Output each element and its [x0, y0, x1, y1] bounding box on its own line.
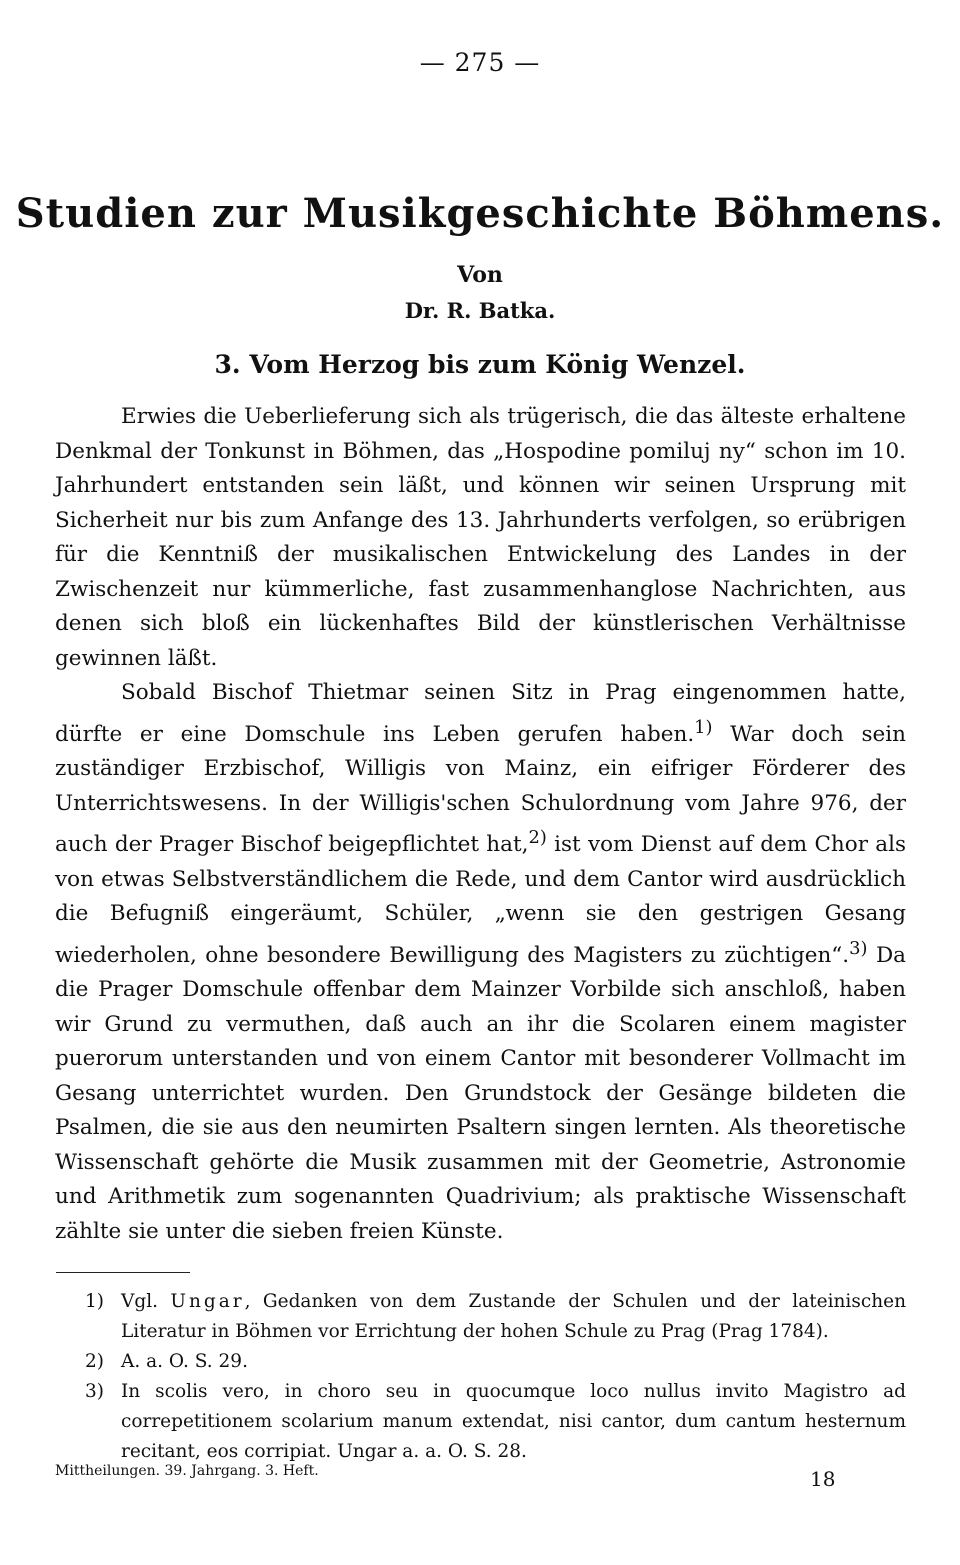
footnote-1	[85, 1287, 906, 1347]
footnote-text: In scolis vero, in choro seu in quocumque loco nullus invito Magistro ad correpetitionem scolarium manum extendat, nisi cantor, dum cantum hesternum recitant, eos corripiat. Ungar a. a. O. S. 28.	[121, 1381, 906, 1462]
page-number: — 275 —	[419, 48, 541, 77]
footnote-text: , Gedanken von dem Zustande der Schulen und der lateinischen Literatur in Böhmen vor Errichtung der hohen Schule zu Prag (Prag 1784).	[121, 1291, 906, 1342]
section-heading: 3. Vom Herzog bis zum König Wenzel.	[214, 350, 746, 379]
footnote-number: 3)	[85, 1381, 104, 1402]
footnote-divider	[56, 1272, 190, 1273]
byline: Von	[457, 262, 503, 288]
paragraph-1	[55, 400, 906, 676]
footnote-prefix: Vgl.	[121, 1291, 171, 1312]
signature-line: Mittheilungen. 39. Jahrgang. 3. Heft.	[55, 1463, 319, 1479]
article-body	[55, 400, 906, 1249]
footnote-number: 1)	[85, 1291, 104, 1312]
paragraph-text: Da die Prager Domschule offenbar dem Mainzer Vorbilde sich anschloß, haben wir Grund zu vermuthen, daß auch an ihr die Scolaren einem magister puerorum unterstanden und von einem Cantor mit besonderer Vollmacht im Gesang unterrichtet wurden. Den Grundstock der Gesänge bildeten die Psalmen, die sie aus den neumirten Psaltern singen lernten. Als theoretische Wissenschaft gehörte die Musik zusammen mit der Geometrie, Astronomie und Arithmetik zum sogenannten Quadrivium; als praktische Wissenschaft zählte sie unter die sieben freien Künste.	[55, 942, 906, 1244]
footnote-3	[85, 1377, 906, 1467]
footnote-text: A. a. O. S. 29.	[121, 1351, 248, 1372]
footnote-2	[85, 1347, 906, 1377]
footnote-ref-2: 2)	[528, 827, 547, 849]
paragraph-text: Erwies die Ueberlieferung sich als trügerisch, die das älteste erhaltene Denkmal der Tonkunst in Böhmen, das „Hospodine pomiluj ny“ schon im 10. Jahrhundert entstanden sein läßt, und können wir seinen Ursprung mit Sicherheit nur bis zum Anfange des 13. Jahrhunderts verfolgen, so erübrigen für die Kenntniß der musikalischen Entwickelung des Landes in der Zwischenzeit nur kümmerliche, fast zusammenhanglose Nachrichten, aus denen sich bloß ein lückenhaftes Bild der künstlerischen Verhältnisse gewinnen läßt.	[55, 404, 906, 671]
footnote-author: Ungar	[170, 1291, 245, 1312]
sheet-number: 18	[810, 1467, 836, 1491]
author-name: Dr. R. Batka.	[404, 298, 556, 323]
paragraph-text: ist vom Dienst auf dem Chor als von etwas Selbstverständlichem die Rede, und dem Cantor wird ausdrücklich die Befugniß eingeräumt, Schüler, „wenn sie den gestrigen Gesang wiederholen, ohne besondere Bewilligung des Magisters zu züchtigen“.	[55, 832, 906, 968]
paragraph-text: War doch sein zuständiger Erzbischof, Willigis von Mainz, ein eifriger Förderer des Unterrichtswesens. In der Willigis'schen Schulordnung vom Jahre 976, der auch der Prager Bischof beigepflichtet hat,	[55, 721, 906, 858]
footnote-ref-1: 1)	[694, 716, 713, 738]
paragraph-2	[55, 676, 906, 1249]
footnotes	[85, 1287, 906, 1467]
paragraph-text: Sobald Bischof Thietmar seinen Sitz in Prag eingenommen hatte, dürfte er eine Domschule ins Leben gerufen haben.	[55, 680, 906, 747]
footnote-number: 2)	[85, 1351, 104, 1372]
article-title: Studien zur Musikgeschichte Böhmens.	[15, 190, 945, 237]
footnote-ref-3: 3)	[849, 937, 868, 959]
